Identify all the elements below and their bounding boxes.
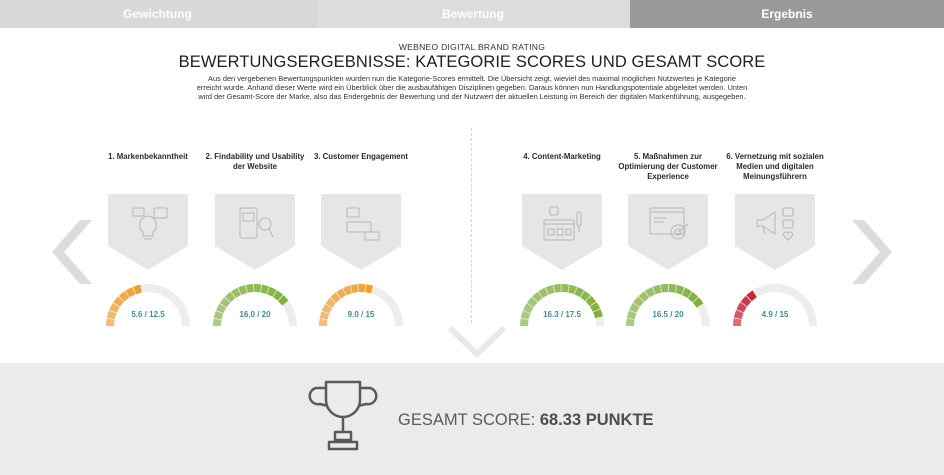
category-label: 5. Maßnahmen zur Optimierung der Customer Experience xyxy=(618,152,718,182)
gauge-fill-segment xyxy=(637,299,641,304)
gauge-fill-segment xyxy=(275,294,280,298)
gauge-fill-segment xyxy=(647,291,653,294)
category-score: 4.9 / 15 xyxy=(761,310,789,319)
gauge-fill-segment xyxy=(562,288,569,289)
category-shield xyxy=(522,194,602,270)
gauge-fill-segment xyxy=(128,291,134,294)
score-gauge xyxy=(622,280,714,328)
category-score: 5.6 / 12.5 xyxy=(131,310,165,319)
score-gauge xyxy=(209,280,301,328)
gauge-fill-segment xyxy=(329,301,333,306)
gauge-fill-segment xyxy=(661,288,668,289)
gauge-fill-segment xyxy=(530,300,534,305)
total-score xyxy=(398,411,654,430)
gauge-fill-segment xyxy=(110,319,111,326)
gauge-fill-segment xyxy=(122,294,127,298)
gauge-fill-segment xyxy=(223,300,227,305)
category-shield xyxy=(321,194,401,270)
eyebrow: WEBNEO DIGITAL BRAND RATING xyxy=(398,42,546,52)
gauge-fill-segment xyxy=(684,291,690,294)
chevron-right-icon xyxy=(848,220,894,284)
gauge-fill-segment xyxy=(228,295,233,299)
gauge-fill-segment xyxy=(641,295,646,299)
score-gauge xyxy=(102,280,194,328)
gauge-fill-segment xyxy=(749,294,755,298)
score-gauge xyxy=(516,280,608,328)
category-score: 9.0 / 15 xyxy=(347,310,375,319)
gauge-fill-segment xyxy=(630,319,631,326)
gauge-fill-segment xyxy=(323,320,324,326)
gauge-fill-segment xyxy=(217,319,218,326)
tab-ergebnis[interactable]: Ergebnis xyxy=(630,0,944,28)
category-label: 4. Content-Marketing xyxy=(523,152,601,161)
gauge-fill-segment xyxy=(339,292,344,295)
gauge-fill-segment xyxy=(654,289,661,291)
gauge-fill-segment xyxy=(696,300,700,305)
gauge-fill-segment xyxy=(247,288,254,289)
gauge-fill-segment xyxy=(281,298,285,303)
carousel-prev-button[interactable] xyxy=(50,220,96,284)
score-gauge xyxy=(315,280,407,328)
gauge-fill-segment xyxy=(690,295,695,299)
gauge-fill-segment xyxy=(541,291,547,294)
total-score-label: GESAMT SCORE: xyxy=(398,411,536,429)
gauge-fill-segment xyxy=(240,289,246,291)
category-score: 16.0 / 20 xyxy=(239,310,271,319)
gauge-fill-segment xyxy=(524,319,525,326)
gauge-fill-segment xyxy=(117,299,121,304)
category-shield xyxy=(215,194,295,270)
category-score: 16.5 / 20 xyxy=(652,310,684,319)
gauge-fill-segment xyxy=(583,294,588,298)
gauge-fill-segment xyxy=(268,290,274,293)
category-label: 1. Markenbekanntheit xyxy=(108,152,188,161)
gauge-fill-segment xyxy=(333,296,338,300)
tab-gewichtung[interactable]: Gewichtung xyxy=(0,0,315,28)
gauge-fill-segment xyxy=(535,295,540,299)
gauge-fill-segment xyxy=(352,288,358,289)
gauge-fill-segment xyxy=(366,288,372,289)
chevron-left-icon xyxy=(50,220,96,284)
gauge-fill-segment xyxy=(588,299,592,304)
gauge-fill-segment xyxy=(547,289,553,291)
page-title: BEWERTUNGSERGEBNISSE: KATEGORIE SCORES UND GESAMT SCORE xyxy=(178,53,766,71)
trophy-icon xyxy=(302,376,384,458)
gauge-fill-segment xyxy=(134,289,141,291)
step-tabs xyxy=(0,0,944,28)
gauge-fill-segment xyxy=(676,289,682,291)
gauge-fill-segment xyxy=(744,299,749,304)
carousel-next-button[interactable] xyxy=(848,220,894,284)
intro-text: Aus den vergebenen Bewertungspunkten wurden nun die Kategorie-Scores ermittelt. Die Übersicht zeigt, wieviel des maximal möglichen Nutzwertes je Kategorie erreicht wurde. Anhand dieser Werte wird ein Überblick über die ausbaufähigen Disziplinen gegeben. Daraus können nun Handlungspotentiale abgeleitet werden. Unten wird der Gesamt-Score der Marke, also das Endergebnis der Bewertung und der Nutzwert der aktuellen Leistung im Bereich der digitalen Markenführung, ausgegeben. xyxy=(196,74,748,102)
gauge-fill-segment xyxy=(669,288,676,289)
gauge-fill-segment xyxy=(345,289,351,291)
category-label: 6. Vernetzung mit sozialen Medien und digitalen Meinungsführern xyxy=(726,152,824,182)
category-score: 16.3 / 17.5 xyxy=(543,310,581,319)
gauge-fill-segment xyxy=(261,289,267,291)
divider xyxy=(471,128,472,323)
gauge-fill-segment xyxy=(233,291,239,294)
gauge-fill-segment xyxy=(737,319,738,326)
score-gauge xyxy=(729,280,821,328)
total-score-value: 68.33 PUNKTE xyxy=(539,411,654,429)
category-label: 2. Findability und Usability der Website xyxy=(205,152,305,172)
tab-bewertung[interactable]: Bewertung xyxy=(315,0,630,28)
category-shield xyxy=(108,194,188,270)
category-label: 3. Customer Engagement xyxy=(313,152,409,161)
chevron-down-icon xyxy=(446,322,508,360)
gauge-fill-segment xyxy=(576,291,582,294)
category-shield xyxy=(735,194,815,270)
gauge-fill-segment xyxy=(554,288,561,289)
category-shield xyxy=(628,194,708,270)
gauge-fill-segment xyxy=(569,289,575,291)
